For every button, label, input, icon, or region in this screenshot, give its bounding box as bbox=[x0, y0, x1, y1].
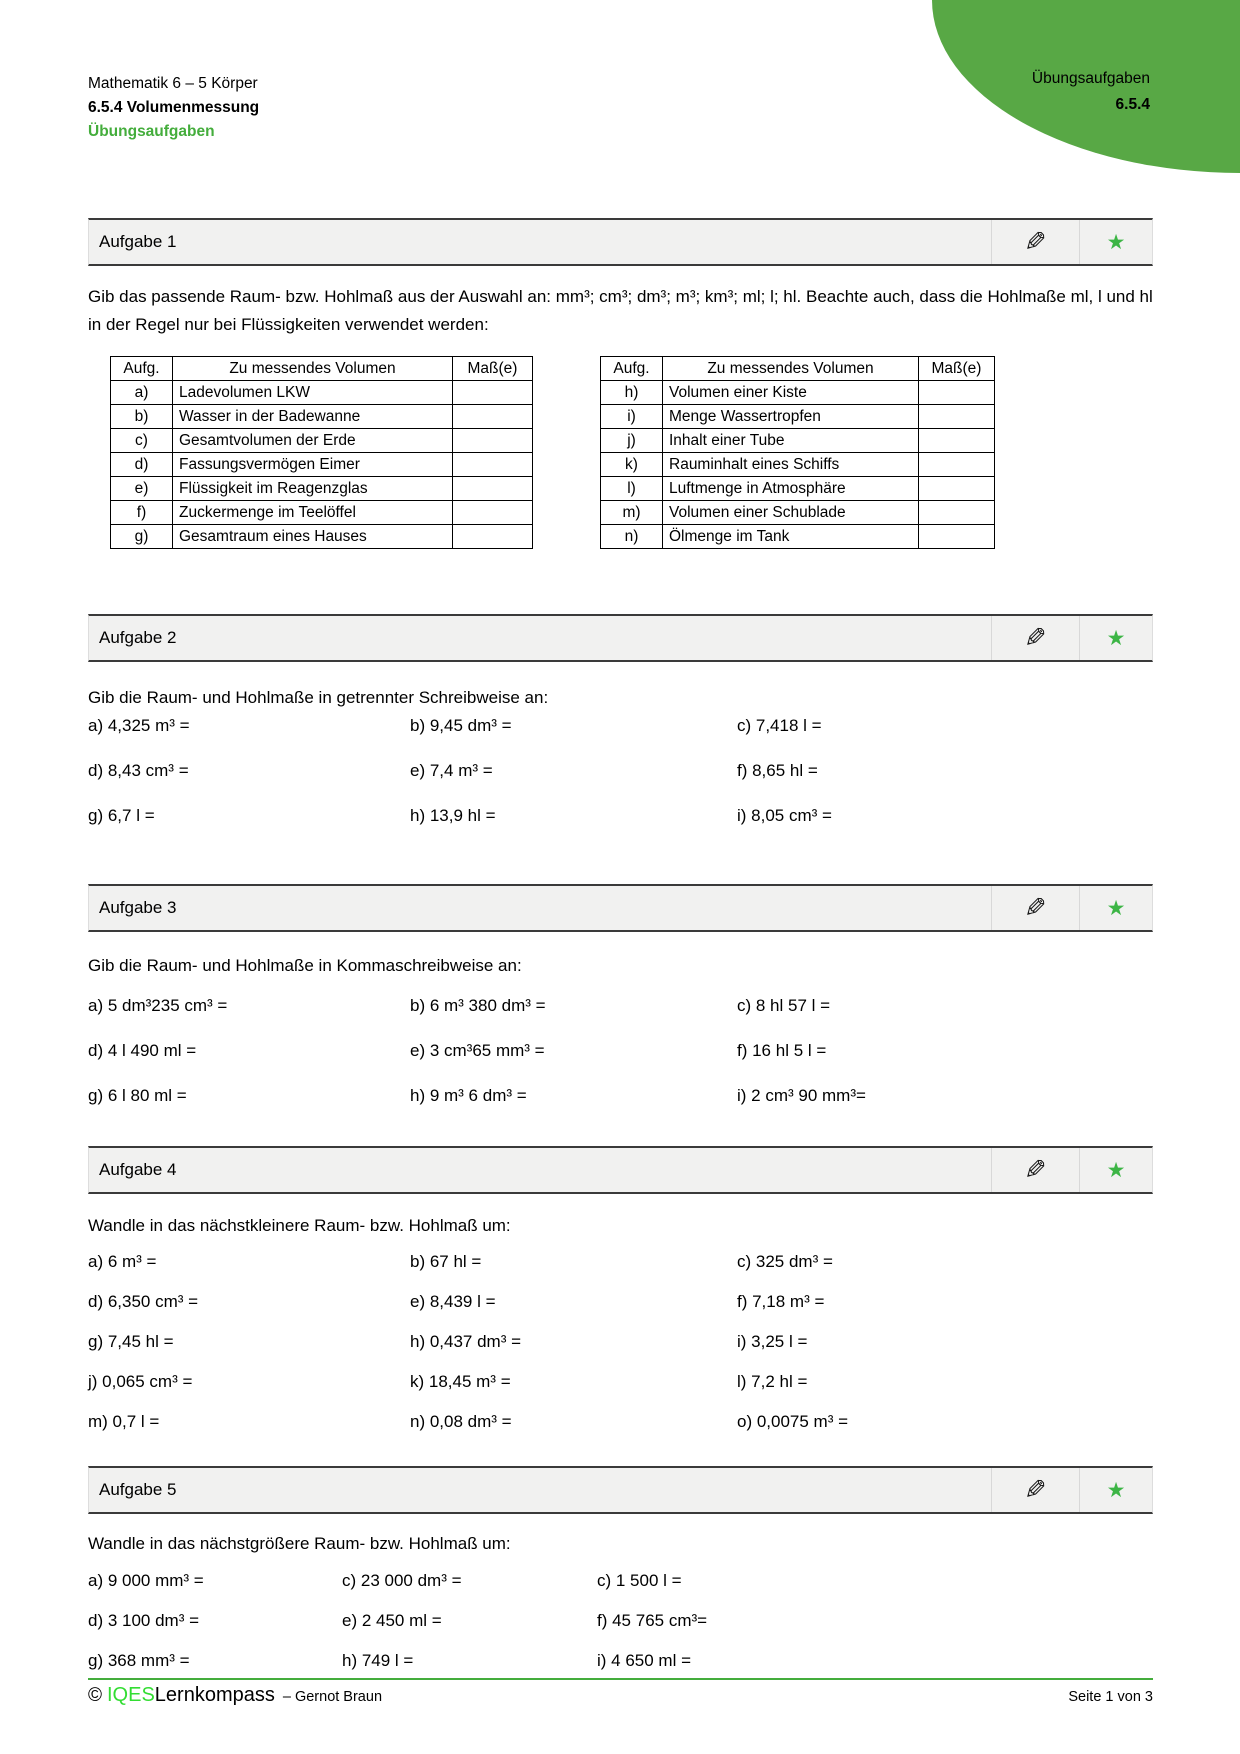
table-row bbox=[111, 405, 533, 429]
row-label-cell: Rauminhalt eines Schiffs bbox=[663, 453, 919, 477]
row-id-cell: d) bbox=[111, 453, 173, 477]
task5-intro: Wandle in das nächstgrößere Raum- bzw. Hohlmaß um: bbox=[88, 1534, 511, 1553]
exercise-item: g) 7,45 hl = bbox=[88, 1332, 174, 1351]
measure-cell bbox=[453, 453, 533, 477]
row-label-cell: Volumen einer Kiste bbox=[663, 381, 919, 405]
table-header-row bbox=[601, 357, 995, 381]
exercise-item: e) 8,439 l = bbox=[410, 1292, 496, 1311]
table-header-cell: Maß(e) bbox=[453, 357, 533, 381]
row-label-cell: Wasser in der Badewanne bbox=[173, 405, 453, 429]
task5-header-bar bbox=[88, 1466, 1153, 1514]
task1-intro: Gib das passende Raum- bzw. Hohlmaß aus der Auswahl an: mm³; cm³; dm³; m³; km³; ml; l; hl. Beachte auch, dass die Hohlmaße ml, l und hl in der Regel nur bei Flüssigkeiten verwendet werden: bbox=[88, 287, 1153, 334]
exercise-item: e) 7,4 m³ = bbox=[410, 761, 493, 780]
pencil-cell bbox=[991, 1148, 1079, 1192]
measure-cell bbox=[919, 405, 995, 429]
exercise-item: d) 4 l 490 ml = bbox=[88, 1041, 197, 1060]
star-icon: ★ bbox=[1106, 1158, 1126, 1182]
table-row bbox=[601, 453, 995, 477]
copyright-symbol: © bbox=[88, 1685, 102, 1706]
measure-cell bbox=[919, 381, 995, 405]
exercise-item: a) 6 m³ = bbox=[88, 1252, 157, 1271]
unit-title: 6.5.4 Volumenmessung bbox=[88, 99, 260, 116]
exercise-item: k) 18,45 m³ = bbox=[410, 1372, 511, 1391]
measure-cell bbox=[453, 501, 533, 525]
table-row bbox=[601, 381, 995, 405]
row-label-cell: Inhalt einer Tube bbox=[663, 429, 919, 453]
page-number: Seite 1 von 3 bbox=[1068, 1689, 1153, 1705]
course-title: Mathematik 6 – 5 Körper bbox=[88, 75, 258, 92]
brand-iqes: IQES bbox=[107, 1684, 155, 1706]
row-id-cell: m) bbox=[601, 501, 663, 525]
row-id-cell: k) bbox=[601, 453, 663, 477]
exercise-item: c) 8 hl 57 l = bbox=[737, 996, 831, 1015]
table-row bbox=[601, 429, 995, 453]
table-header-row bbox=[111, 357, 533, 381]
table-row bbox=[111, 381, 533, 405]
exercise-item: f) 7,18 m³ = bbox=[737, 1292, 825, 1311]
row-label-cell: Luftmenge in Atmosphäre bbox=[663, 477, 919, 501]
author-name: – Gernot Braun bbox=[282, 1689, 383, 1705]
table-row bbox=[111, 453, 533, 477]
row-id-cell: n) bbox=[601, 525, 663, 549]
table-header-cell: Maß(e) bbox=[919, 357, 995, 381]
exercise-item: g) 6,7 l = bbox=[88, 806, 155, 825]
corner-tab bbox=[932, 0, 1240, 173]
task1-table-left bbox=[110, 356, 533, 549]
exercise-item: c) 325 dm³ = bbox=[737, 1252, 833, 1271]
table-row bbox=[601, 525, 995, 549]
table-row bbox=[601, 477, 995, 501]
row-id-cell: b) bbox=[111, 405, 173, 429]
row-id-cell: a) bbox=[111, 381, 173, 405]
exercise-item: j) 0,065 cm³ = bbox=[88, 1372, 193, 1391]
row-label-cell: Gesamtraum eines Hauses bbox=[173, 525, 453, 549]
row-label-cell: Ladevolumen LKW bbox=[173, 381, 453, 405]
exercise-item: b) 6 m³ 380 dm³ = bbox=[410, 996, 546, 1015]
measure-cell bbox=[919, 429, 995, 453]
corner-tab-number: 6.5.4 bbox=[1115, 96, 1150, 113]
exercise-item: b) 67 hl = bbox=[410, 1252, 482, 1271]
exercise-item: h) 749 l = bbox=[342, 1651, 414, 1670]
measure-cell bbox=[919, 525, 995, 549]
star-cell bbox=[1079, 1468, 1152, 1512]
task5-title: Aufgabe 5 bbox=[99, 1480, 177, 1499]
row-id-cell: f) bbox=[111, 501, 173, 525]
exercise-item: o) 0,0075 m³ = bbox=[737, 1412, 849, 1431]
exercise-item: g) 368 mm³ = bbox=[88, 1651, 190, 1670]
task2-header-bar bbox=[88, 614, 1153, 662]
exercise-item: b) 9,45 dm³ = bbox=[410, 716, 512, 735]
star-icon: ★ bbox=[1106, 1478, 1126, 1502]
pencil-icon: ✎ bbox=[1024, 226, 1047, 257]
measure-cell bbox=[919, 453, 995, 477]
task4-header-bar bbox=[88, 1146, 1153, 1194]
exercise-item: g) 6 l 80 ml = bbox=[88, 1086, 187, 1105]
star-icon: ★ bbox=[1106, 230, 1126, 254]
task2-intro: Gib die Raum- und Hohlmaße in getrennter Schreibweise an: bbox=[88, 688, 549, 707]
table-row bbox=[111, 477, 533, 501]
row-label-cell: Gesamtvolumen der Erde bbox=[173, 429, 453, 453]
exercise-item: f) 16 hl 5 l = bbox=[737, 1041, 827, 1060]
corner-tab-text bbox=[1032, 66, 1150, 118]
exercise-item: i) 2 cm³ 90 mm³= bbox=[737, 1086, 866, 1105]
task3-title: Aufgabe 3 bbox=[99, 898, 177, 917]
row-id-cell: l) bbox=[601, 477, 663, 501]
exercise-item: a) 9 000 mm³ = bbox=[88, 1571, 204, 1590]
measure-cell bbox=[453, 525, 533, 549]
page-footer bbox=[88, 1684, 1153, 1707]
task2-title: Aufgabe 2 bbox=[99, 628, 177, 647]
volume-table bbox=[600, 356, 995, 549]
exercise-item: c) 23 000 dm³ = bbox=[342, 1571, 462, 1590]
row-label-cell: Fassungsvermögen Eimer bbox=[173, 453, 453, 477]
table-row bbox=[111, 429, 533, 453]
measure-cell bbox=[919, 477, 995, 501]
row-id-cell: g) bbox=[111, 525, 173, 549]
exercise-item: h) 9 m³ 6 dm³ = bbox=[410, 1086, 527, 1105]
table-header-cell: Aufg. bbox=[111, 357, 173, 381]
exercise-item: a) 4,325 m³ = bbox=[88, 716, 190, 735]
pencil-icon: ✎ bbox=[1024, 892, 1047, 923]
exercise-item: n) 0,08 dm³ = bbox=[410, 1412, 512, 1431]
row-id-cell: c) bbox=[111, 429, 173, 453]
row-id-cell: e) bbox=[111, 477, 173, 501]
exercise-item: e) 3 cm³65 mm³ = bbox=[410, 1041, 545, 1060]
page-header bbox=[88, 72, 259, 144]
exercise-item: e) 2 450 ml = bbox=[342, 1611, 442, 1630]
pencil-cell bbox=[991, 220, 1079, 264]
star-icon: ★ bbox=[1106, 896, 1126, 920]
exercise-item: f) 8,65 hl = bbox=[737, 761, 818, 780]
pencil-cell bbox=[991, 1468, 1079, 1512]
measure-cell bbox=[453, 429, 533, 453]
exercise-item: a) 5 dm³235 cm³ = bbox=[88, 996, 228, 1015]
pencil-cell bbox=[991, 616, 1079, 660]
table-header-cell: Aufg. bbox=[601, 357, 663, 381]
measure-cell bbox=[453, 405, 533, 429]
task3-intro: Gib die Raum- und Hohlmaße in Kommaschreibweise an: bbox=[88, 956, 522, 975]
exercise-item: f) 45 765 cm³= bbox=[597, 1611, 708, 1630]
row-label-cell: Menge Wassertropfen bbox=[663, 405, 919, 429]
volume-table bbox=[110, 356, 533, 549]
exercise-item: m) 0,7 l = bbox=[88, 1412, 160, 1431]
exercise-item: i) 8,05 cm³ = bbox=[737, 806, 832, 825]
measure-cell bbox=[453, 381, 533, 405]
star-icon: ★ bbox=[1106, 626, 1126, 650]
exercise-item: d) 3 100 dm³ = bbox=[88, 1611, 200, 1630]
table-header-cell: Zu messendes Volumen bbox=[173, 357, 453, 381]
row-label-cell: Ölmenge im Tank bbox=[663, 525, 919, 549]
exercise-item: c) 7,418 l = bbox=[737, 716, 822, 735]
row-label-cell: Zuckermenge im Teelöffel bbox=[173, 501, 453, 525]
star-cell bbox=[1079, 886, 1152, 930]
row-label-cell: Flüssigkeit im Reagenzglas bbox=[173, 477, 453, 501]
exercise-item: d) 6,350 cm³ = bbox=[88, 1292, 199, 1311]
exercise-item: i) 4 650 ml = bbox=[597, 1651, 692, 1670]
pencil-cell bbox=[991, 886, 1079, 930]
task1-header-bar bbox=[88, 218, 1153, 266]
row-label-cell: Volumen einer Schublade bbox=[663, 501, 919, 525]
table-row bbox=[601, 501, 995, 525]
row-id-cell: i) bbox=[601, 405, 663, 429]
table-row bbox=[111, 525, 533, 549]
table-row bbox=[111, 501, 533, 525]
table-row bbox=[601, 405, 995, 429]
task1-title: Aufgabe 1 bbox=[99, 232, 177, 251]
exercise-item: h) 0,437 dm³ = bbox=[410, 1332, 522, 1351]
table-header-cell: Zu messendes Volumen bbox=[663, 357, 919, 381]
star-cell bbox=[1079, 1148, 1152, 1192]
row-id-cell: h) bbox=[601, 381, 663, 405]
exercise-item: l) 7,2 hl = bbox=[737, 1372, 808, 1391]
brand-lernkompass: Lernkompass bbox=[154, 1684, 275, 1706]
task1-table-right bbox=[600, 356, 995, 549]
star-cell bbox=[1079, 616, 1152, 660]
star-cell bbox=[1079, 220, 1152, 264]
pencil-icon: ✎ bbox=[1024, 1474, 1047, 1505]
footer-divider bbox=[88, 1678, 1153, 1680]
pencil-icon: ✎ bbox=[1024, 622, 1047, 653]
exercise-item: c) 1 500 l = bbox=[597, 1571, 682, 1590]
pencil-icon: ✎ bbox=[1024, 1154, 1047, 1185]
header-subtitle: Übungsaufgaben bbox=[88, 123, 215, 140]
exercise-item: d) 8,43 cm³ = bbox=[88, 761, 189, 780]
exercise-item: i) 3,25 l = bbox=[737, 1332, 808, 1351]
task3-header-bar bbox=[88, 884, 1153, 932]
task4-title: Aufgabe 4 bbox=[99, 1160, 177, 1179]
measure-cell bbox=[453, 477, 533, 501]
exercise-item: h) 13,9 hl = bbox=[410, 806, 496, 825]
corner-tab-label: Übungsaufgaben bbox=[1031, 70, 1150, 87]
measure-cell bbox=[919, 501, 995, 525]
row-id-cell: j) bbox=[601, 429, 663, 453]
task4-intro: Wandle in das nächstkleinere Raum- bzw. Hohlmaß um: bbox=[88, 1216, 511, 1235]
